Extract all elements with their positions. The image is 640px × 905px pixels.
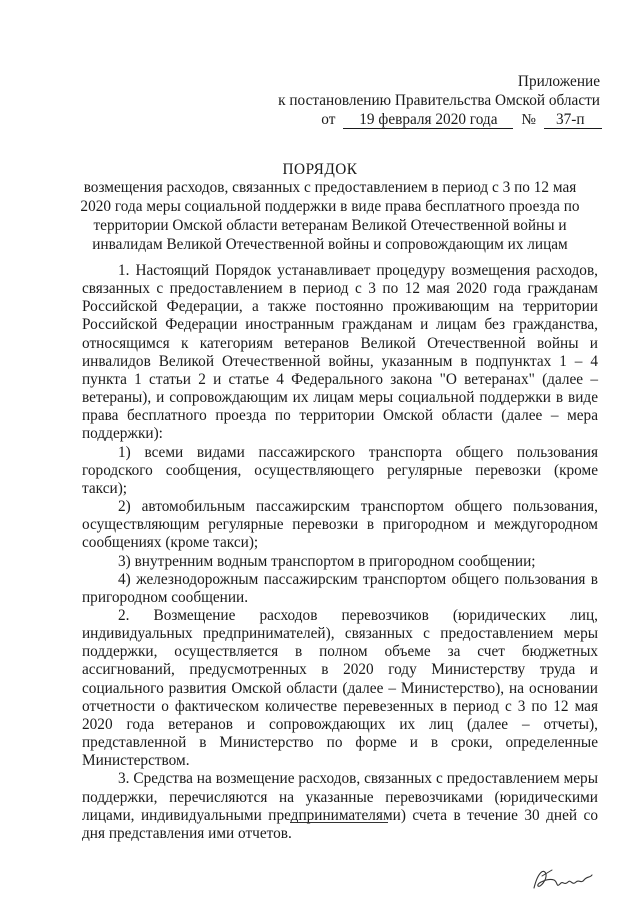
decree-number: 37-п <box>544 112 602 129</box>
document-subtitle: возмещения расходов, связанных с предоставлением в период с 3 по 12 мая 2020 года меры социальной поддержки в виде права бесплатного проезда по территории Омской области ветеранам Великой Отечественной войны и инвалидам Великой Отечественной войны и сопровождающим их лицам <box>80 179 580 253</box>
decree-reference: к постановлению Правительства Омской области <box>278 92 600 109</box>
subitem-2: 2) автомобильным пассажирским транспортом общего пользования, осуществляющим регулярные перевозки в пригородном и междугородном сообщениях (кроме такси); <box>82 498 598 552</box>
document-title: ПОРЯДОК <box>282 161 358 178</box>
subitem-1: 1) всеми видами пассажирского транспорта общего пользования городского сообщения, осуществляющего регулярные перевозки (кроме такси); <box>82 443 598 497</box>
document-body <box>82 262 598 843</box>
number-label: № <box>521 111 536 128</box>
paragraph-3: 3. Средства на возмещение расходов, связанных с предоставлением меры поддержки, перечисляются на указанные перевозчиками (юридическими лицами, индивидуальными предпринимателями) счета в течение 30 дней со дня представления ими отчетов. <box>82 770 598 842</box>
appendix-label: Приложение <box>517 73 600 90</box>
subitem-3: 3) внутренним водным транспортом в пригородном сообщении; <box>118 552 536 570</box>
from-label: от <box>321 111 336 128</box>
paragraph-2: 2. Возмещение расходов перевозчиков (юридических лиц, индивидуальных предпринимателей), связанных с предоставлением меры поддержки, осуществляется в полном объеме за счет бюджетных ассигнований, предусмотренных в 2020 году Министерству труда и социального развития Омской области (далее – Министерство), на основании отчетности о фактическом количестве перевезенных в период с 3 по 12 мая 2020 года ветеранов и сопровождающих их лиц (далее – отчеты), представленной в Министерство по форме и в сроки, определенные Министерством. <box>82 606 598 770</box>
end-divider-line <box>290 822 388 823</box>
decree-date: 19 февраля 2020 года <box>343 112 513 129</box>
subitem-4: 4) железнодорожным пассажирским транспортом общего пользования в пригородном сообщении. <box>82 570 598 606</box>
decree-date-number <box>321 110 602 130</box>
paragraph-1: 1. Настоящий Порядок устанавливает процедуру возмещения расходов, связанных с предоставлением в период с 3 по 12 мая 2020 года гражданам Российской Федерации, а также постоянно проживающим на территории Российской Федерации иностранным гражданам и лицам без гражданства, относящимся к категориям ветеранов Великой Отечественной войны и инвалидов Великой Отечественной войны, указанным в подпунктах 1 – 4 пункта 1 статьи 2 и статье 4 Федерального закона "О ветеранах" (далее – ветераны), и сопровождающим их лицам меры социальной поддержки в виде права бесплатного проезда по территории Омской области (далее – мера поддержки): <box>82 262 598 443</box>
handwritten-signature-icon <box>528 862 598 896</box>
